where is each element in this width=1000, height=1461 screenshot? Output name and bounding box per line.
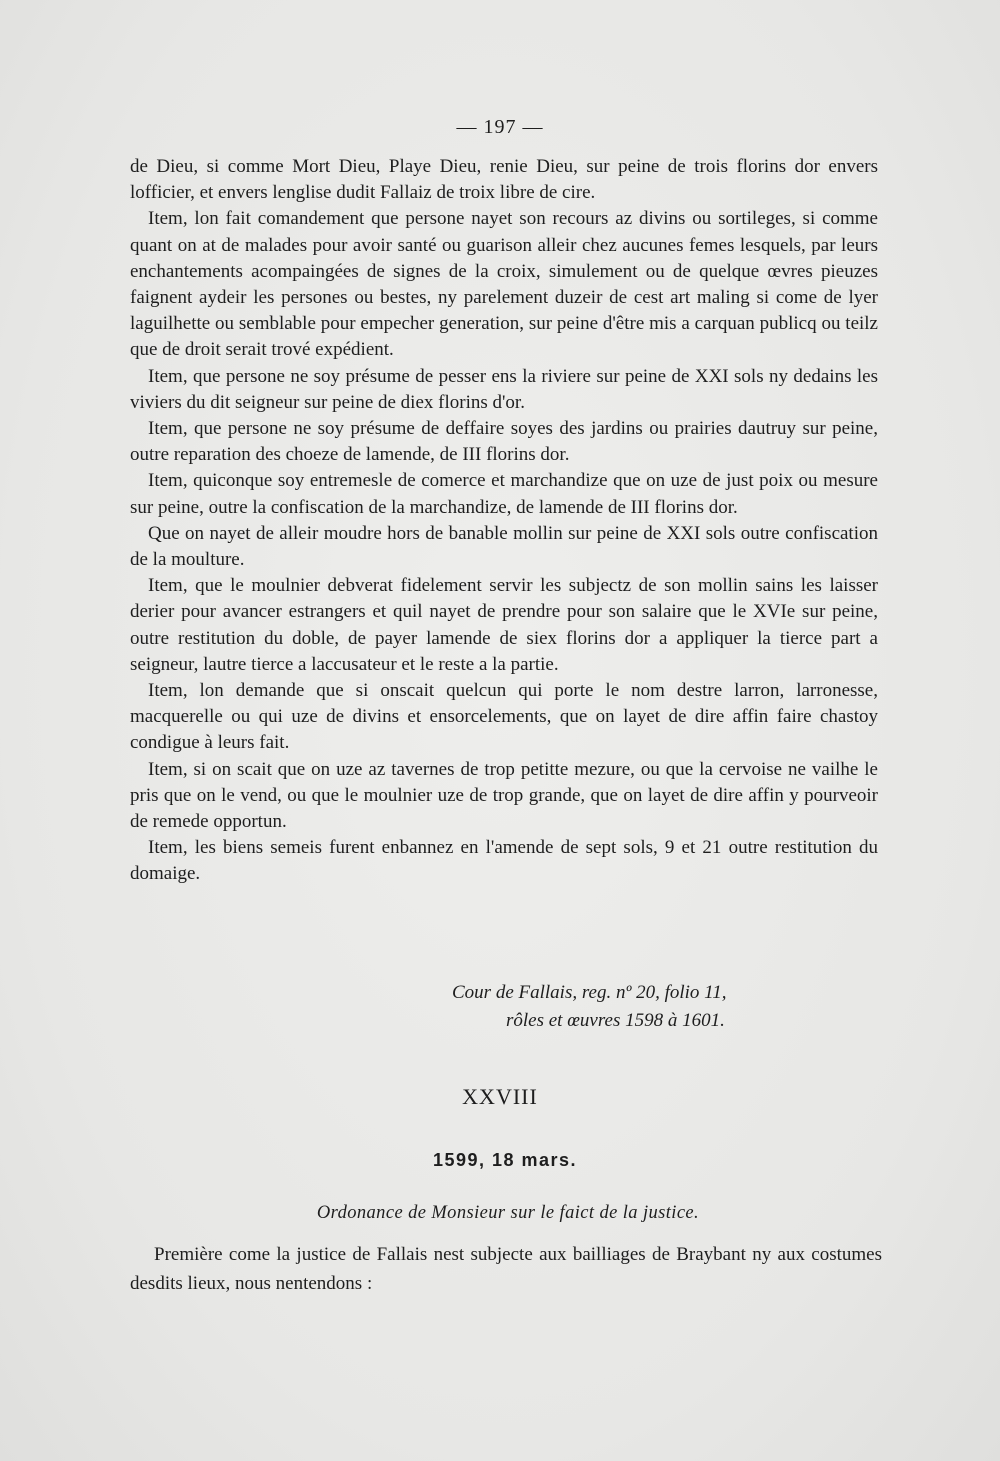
main-text (130, 154, 878, 888)
source-line-2: rôles et œuvres 1598 à 1601. (506, 1010, 725, 1031)
paragraph: Que on nayet de alleir moudre hors de banable mollin sur peine de XXI sols outre confiscation de la moulture. (130, 522, 878, 571)
paragraph: de Dieu, si comme Mort Dieu, Playe Dieu, renie Dieu, sur peine de trois florins dor envers lofficier, et envers lenglise dudit Fallaiz de troix libre de cire. (130, 156, 878, 204)
page-number: — 197 — (456, 116, 544, 138)
paragraph: Item, les biens semeis furent enbannez en l'amende de sept sols, 9 et 21 outre restitution du domaige. (130, 837, 878, 885)
section-text (130, 1240, 882, 1298)
section-title: Ordonance de Monsieur sur le faict de la justice. (316, 1203, 700, 1223)
paragraph: Item, que persone ne soy présume de deffaire soyes des jardins ou prairies dautruy sur peine, outre reparation des choeze de lamende, de III florins dor. (130, 418, 878, 466)
paragraph: Item, quiconque soy entremesle de comerce et marchandize que on uze de just poix ou mesure sur peine, outre la confiscation de la marchandize, de lamende de III florins dor. (130, 470, 878, 518)
paragraph: Item, que persone ne soy présume de pesser ens la riviere sur peine de XXI sols ny dedains les viviers du dit seigneur sur peine de diex florins d'or. (130, 365, 878, 413)
section-number: XXVIII (462, 1084, 538, 1109)
paragraph: Item, que le moulnier debverat fidelement servir les subjectz de son mollin sains les laisser derier pour avancer estrangers et quil nayet de prendre pour son salaire que le XVIe sur peine, outre restitution du doble, de payer lamende de siex florins dor a appliquer la tierce part a seigneur, lautre tierce a laccusateur et le reste a la partie. (130, 575, 878, 675)
paragraph: Item, lon fait comandement que persone nayet son recours az divins ou sortileges, si comme quant on at de malades pour avoir santé ou guarison alleir chez aucunes femes lesquels, par leurs enchantements acompaingées de signes de la croix, simulement ou de quelque œvres pieuzes faignent aydeir les persones ou bestes, ny parelement duzeir de cest art maling si come de lyer laguilhette ou semblable pour empecher generation, sur peine d'être mis a carquan publicq ou teilz que de droit serait trové expédient. (130, 208, 878, 361)
paragraph: Première come la justice de Fallais nest subjecte aux bailliages de Braybant ny aux costumes desdits lieux, nous nentendons : (130, 1244, 882, 1294)
source-line-1: Cour de Fallais, reg. nº 20, folio 11, (452, 982, 727, 1003)
paragraph: Item, si on scait que on uze az tavernes de trop petitte mezure, ou que la cervoise ne vailhe le pris que on le vend, ou que le moulnier uze de trop grande, que on layet de dire affin y pourveoir de remede opportun. (130, 758, 878, 833)
section-date: 1599, 18 mars. (432, 1150, 578, 1170)
paragraph: Item, lon demande que si onscait quelcun qui porte le nom destre larron, larronesse, macquerelle ou qui uze de divins et ensorcelements, que on layet de dire affin faire chastoy condigue à leurs fait. (130, 680, 878, 754)
